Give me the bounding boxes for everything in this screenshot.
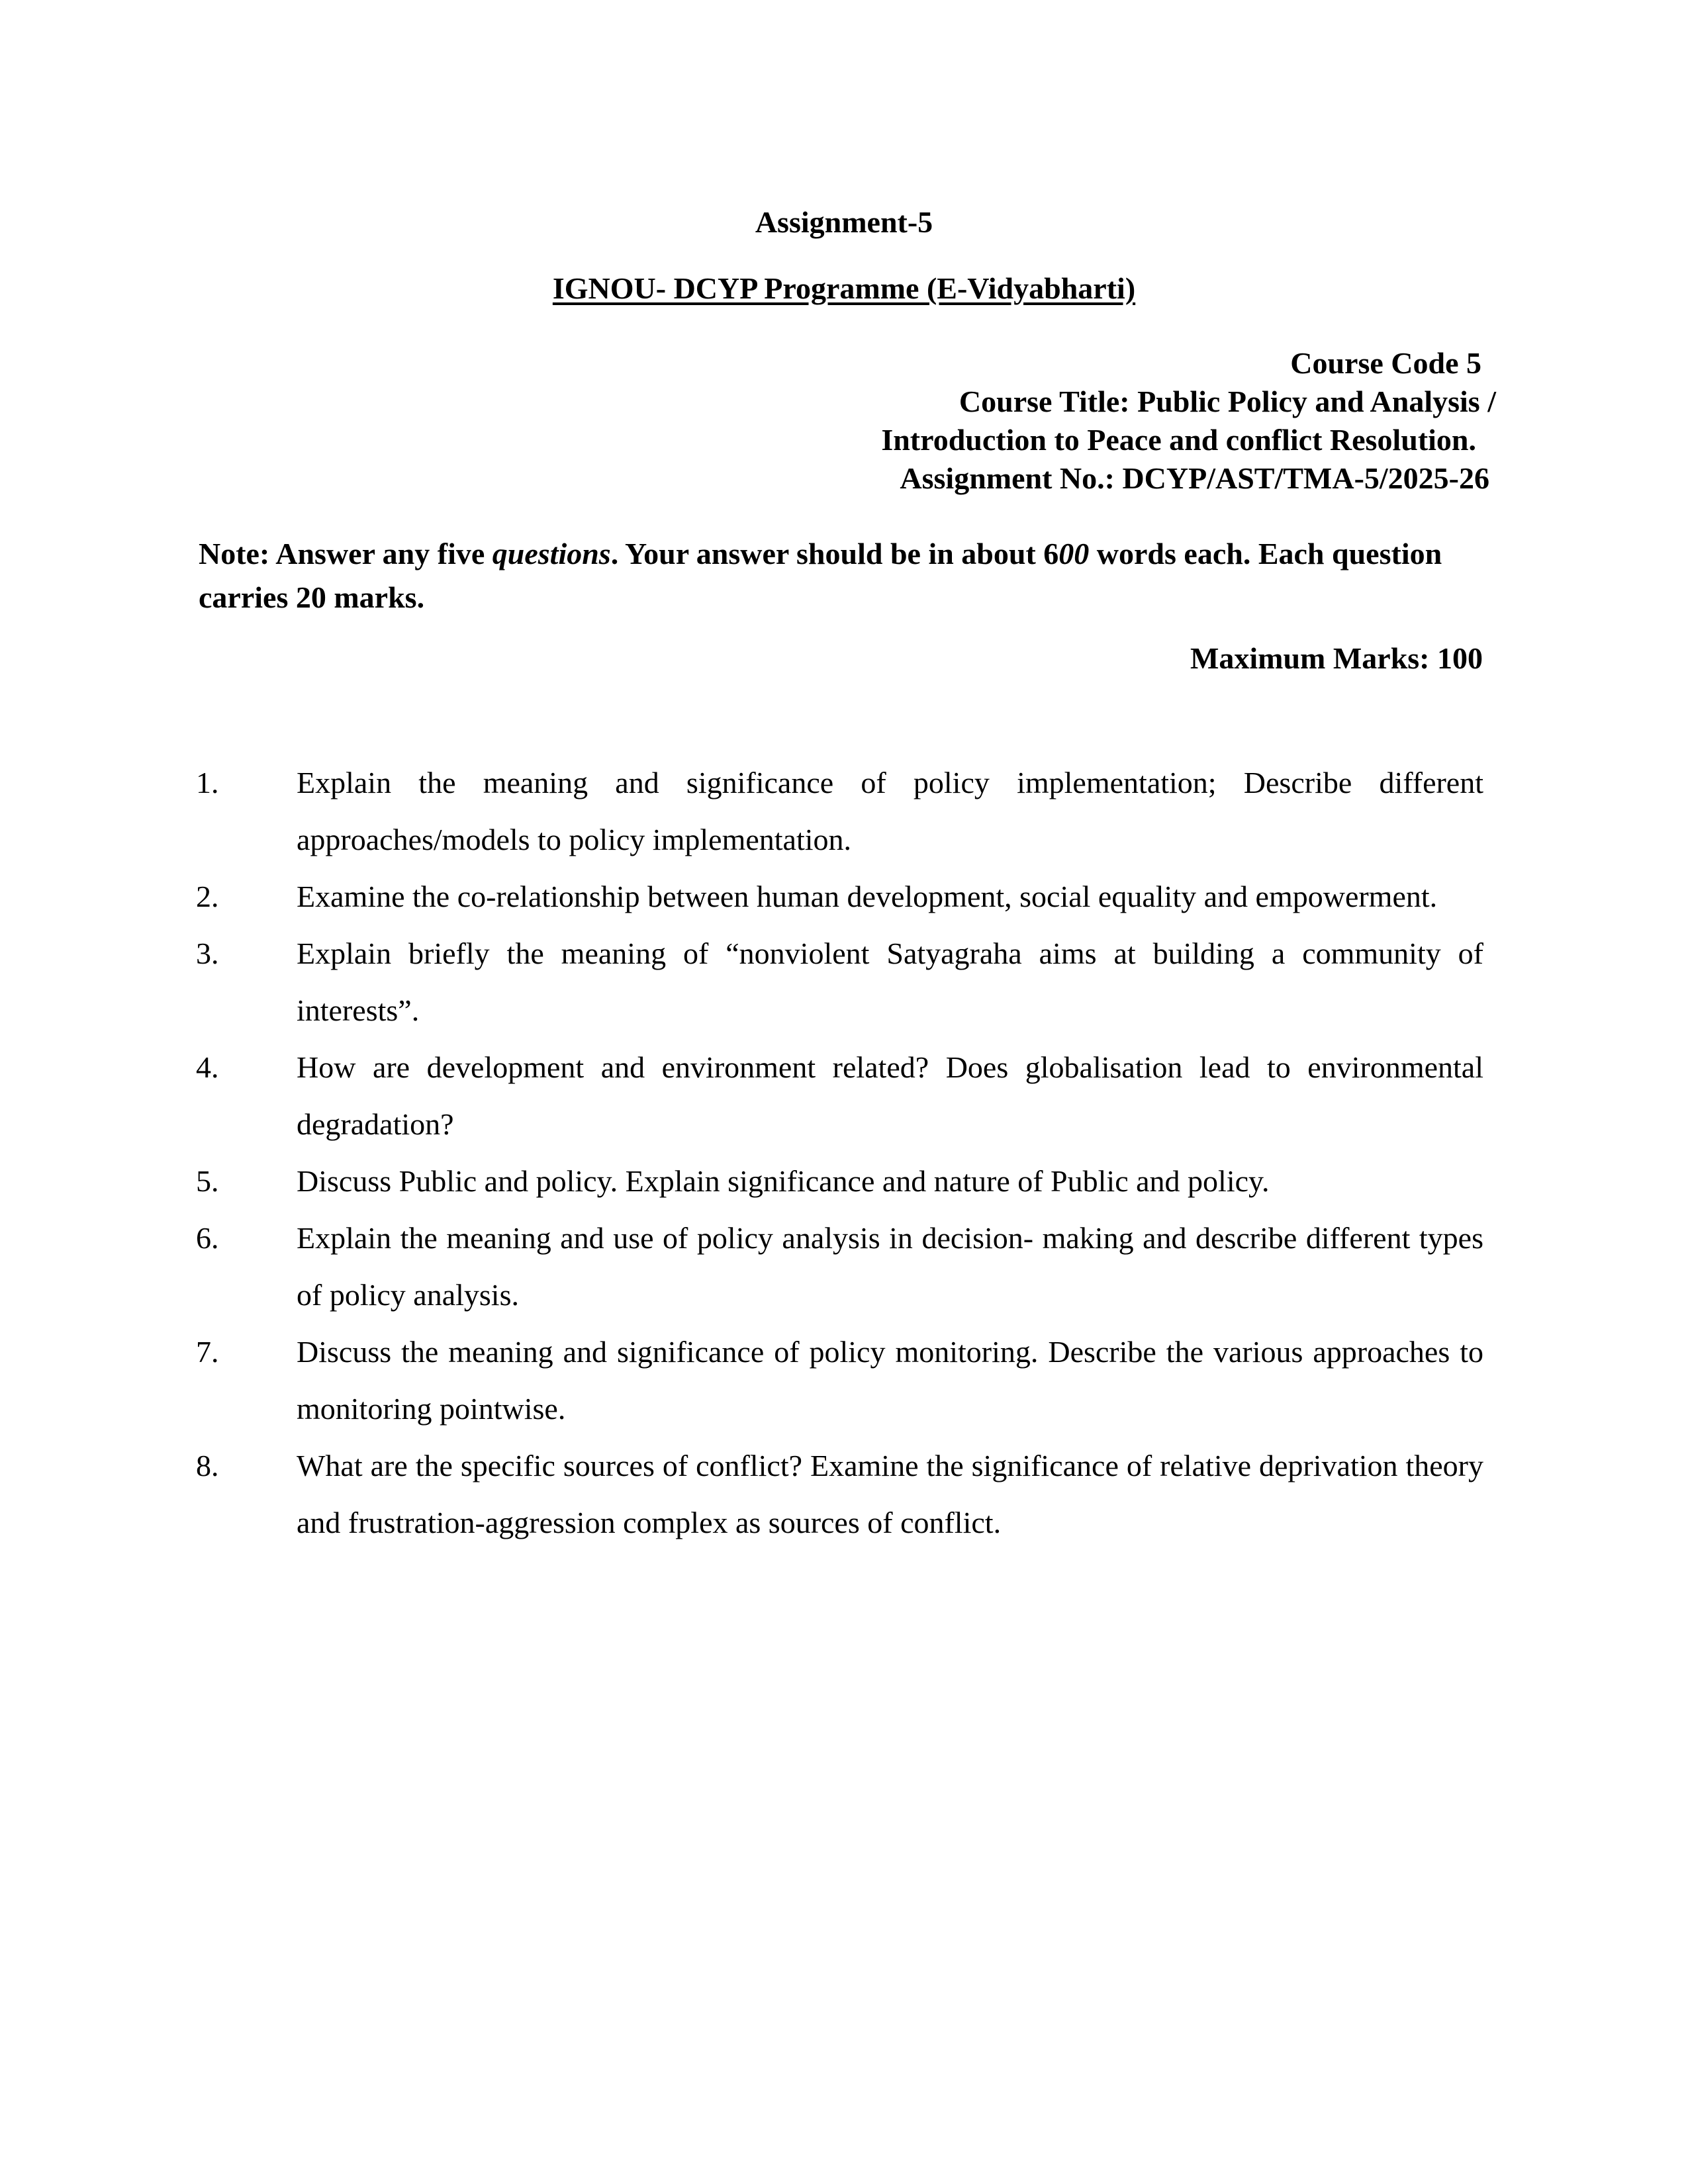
- question-text: Examine the co-relationship between human development, social equality and empowerment.: [297, 880, 1438, 913]
- question-item: [196, 1437, 1483, 1551]
- question-text: Explain the meaning and use of policy analysis in decision- making and describe different types of policy analysis.: [297, 1221, 1483, 1312]
- question-list: [196, 754, 1483, 1551]
- question-item: [196, 925, 1483, 1039]
- question-number: 8.: [196, 1449, 219, 1482]
- question-item: [196, 1324, 1483, 1437]
- question-number: 1.: [196, 766, 219, 799]
- course-info: [569, 344, 1496, 498]
- question-item: [196, 1153, 1483, 1210]
- question-text: Explain the meaning and significance of policy implementation; Describe different approaches/models to policy implementation.: [297, 766, 1483, 856]
- assignment-title: Assignment-5: [755, 205, 933, 239]
- note-emphasis-2: 00: [1058, 537, 1090, 570]
- note-middle: . Your answer should be in about 6: [610, 537, 1059, 570]
- question-text: What are the specific sources of conflict? Examine the significance of relative deprivation theory and frustration-aggression complex as sources of conflict.: [297, 1449, 1483, 1539]
- question-text: Discuss the meaning and significance of policy monitoring. Describe the various approaches to monitoring pointwise.: [297, 1335, 1483, 1426]
- assignment-number: Assignment No.: DCYP/AST/TMA-5/2025-26: [900, 461, 1489, 495]
- course-title: Course Title: Public Policy and Analysis /: [959, 385, 1496, 418]
- instructions-note: [199, 532, 1496, 619]
- course-code: Course Code 5: [1290, 346, 1481, 380]
- question-item: [196, 754, 1483, 868]
- note-emphasis: questions: [492, 537, 611, 570]
- question-text: Explain briefly the meaning of “nonviolent Satyagraha aims at building a community of interests”.: [297, 936, 1483, 1027]
- question-text: Discuss Public and policy. Explain significance and nature of Public and policy.: [297, 1164, 1270, 1198]
- question-number: 3.: [196, 936, 219, 970]
- question-number: 4.: [196, 1050, 219, 1084]
- question-item: [196, 1039, 1483, 1153]
- programme-title: IGNOU- DCYP Programme (E-Vidyabharti): [552, 271, 1136, 305]
- question-number: 6.: [196, 1221, 219, 1255]
- question-item: [196, 868, 1483, 925]
- question-number: 2.: [196, 880, 219, 913]
- question-item: [196, 1210, 1483, 1324]
- question-text: How are development and environment related? Does globalisation lead to environmental degradation?: [297, 1050, 1483, 1141]
- note-prefix: Note: Answer any five: [199, 537, 492, 570]
- question-number: 5.: [196, 1164, 219, 1198]
- maximum-marks: Maximum Marks: 100: [1190, 641, 1483, 675]
- note-suffix: words each. Each question carries 20 marks.: [199, 537, 1442, 614]
- course-title-continued: Introduction to Peace and conflict Resolution.: [881, 423, 1476, 457]
- question-number: 7.: [196, 1335, 219, 1369]
